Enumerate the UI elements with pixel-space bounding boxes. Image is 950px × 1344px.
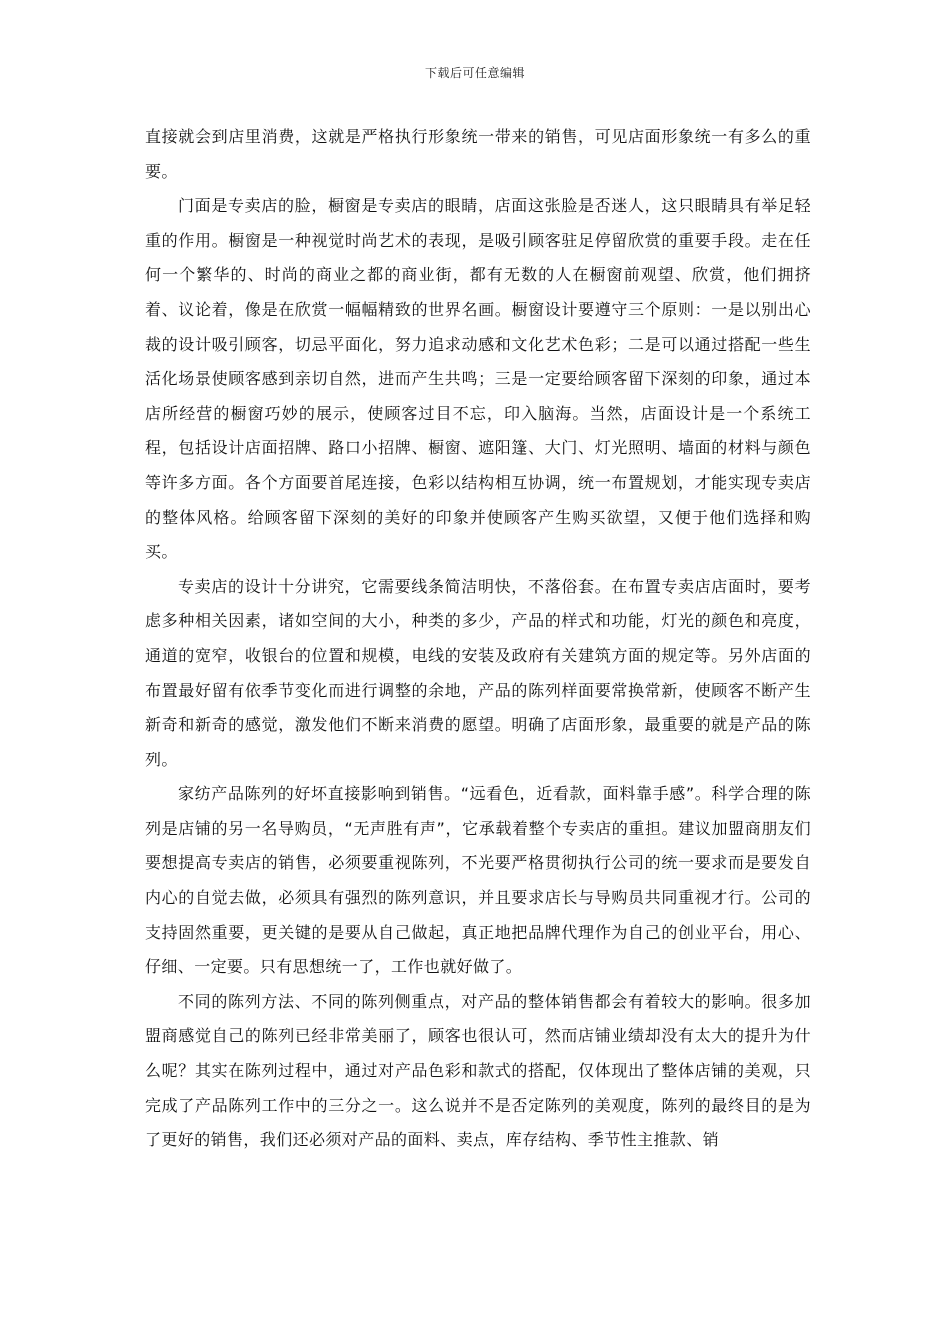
paragraph: 门面是专卖店的脸，橱窗是专卖店的眼睛，店面这张脸是否迷人，这只眼睛具有举足轻重的作用。橱窗是一种视觉时尚艺术的表现，是吸引顾客驻足停留欣赏的重要手段。走在任何一个繁华的、时尚的商业之都的商业街，都有无数的人在橱窗前观望、欣赏，他们拥挤着、议论着，像是在欣赏一幅幅精致的世界名画。橱窗设计要遵守三个原则：一是以别出心裁的设计吸引顾客，切忌平面化，努力追求动感和文化艺术色彩；二是可以通过搭配一些生活化场景使顾客感到亲切自然，进而产生共鸣；三是一定要给顾客留下深刻的印象，通过本店所经营的橱窗巧妙的展示，使顾客过目不忘，印入脑海。当然，店面设计是一个系统工程，包括设计店面招牌、路口小招牌、橱窗、遮阳篷、大门、灯光照明、墙面的材料与颜色等许多方面。各个方面要首尾连接，色彩以结构相互协调，统一布置规划，才能实现专卖店的整体风格。给顾客留下深刻的美好的印象并使顾客产生购买欲望，又便于他们选择和购买。 (145, 196, 811, 562)
paragraph: 专卖店的设计十分讲究，它需要线条简洁明快，不落俗套。在布置专卖店店面时，要考虑多种相关因素，诸如空间的大小，种类的多少，产品的样式和功能，灯光的颜色和亮度，通道的宽窄，收银台的位置和规模，电线的安装及政府有关建筑方面的规定等。另外店面的布置最好留有依季节变化而进行调整的余地，产品的陈列样面要常换常新，使顾客不断产生新奇和新奇的感觉，激发他们不断来消费的愿望。明确了店面形象，最重要的就是产品的陈列。 (145, 576, 811, 769)
paragraph: 不同的陈列方法、不同的陈列侧重点，对产品的整体销售都会有着较大的影响。很多加盟商感觉自己的陈列已经非常美丽了，顾客也很认可，然而店铺业绩却没有太大的提升为什么呢？其实在陈列过程中，通过对产品色彩和款式的搭配，仅体现出了整体店铺的美观，只完成了产品陈列工作中的三分之一。这么说并不是否定陈列的美观度，陈列的最终目的是为了更好的销售，我们还必须对产品的面料、卖点，库存结构、季节性主推款、销 (145, 991, 811, 1150)
document-body (145, 120, 811, 1158)
paragraph-continuation: 直接就会到店里消费，这就是严格执行形象统一带来的销售，可见店面形象统一有多么的重要。 (145, 127, 811, 181)
paragraph: 家纺产品陈列的好坏直接影响到销售。“远看色，近看款，面料靠手感”。科学合理的陈列是店铺的另一名导购员，“无声胜有声”，它承载着整个专卖店的重担。建议加盟商朋友们要想提高专卖店的销售，必须要重视陈列，不光要严格贯彻执行公司的统一要求而是要发自内心的自觉去做，必须具有强烈的陈列意识，并且要求店长与导购员共同重视才行。公司的支持固然重要，更关键的是要从自己做起，真正地把品牌代理作为自己的创业平台，用心、仔细、一定要。只有思想统一了，工作也就好做了。 (145, 784, 811, 977)
page-header: 下载后可任意编辑 (424, 66, 525, 80)
